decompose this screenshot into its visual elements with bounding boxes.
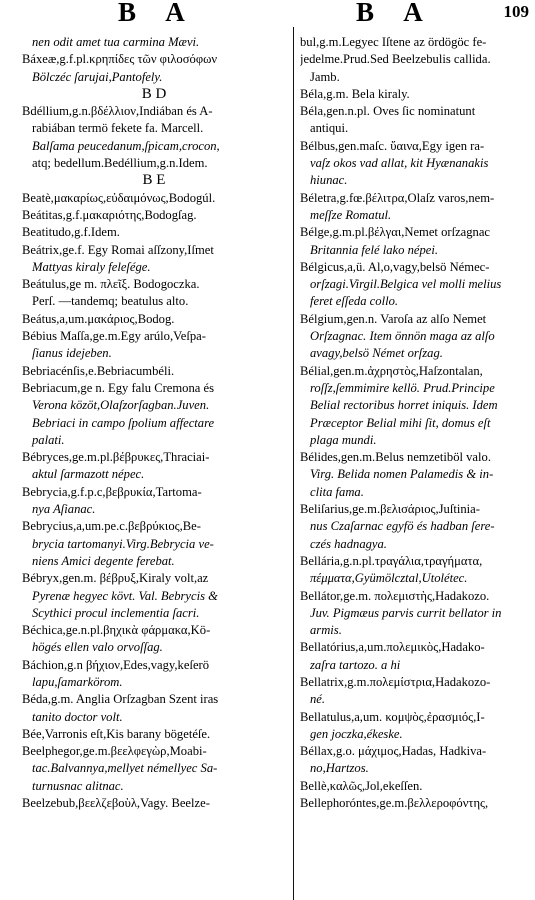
entry-line: bul,g.m.Legyec Iſtene az ördögöc fe- bbox=[300, 35, 487, 49]
entry-line: clita fama. bbox=[310, 484, 364, 499]
entry-line: Bebriacénſis,e.Bebriacumbéli. bbox=[22, 363, 175, 378]
entry-line: Bébryces,ge.m.pl.βέβρυκες,Thraciai- bbox=[22, 450, 210, 465]
entry-line: πέμματα,Gyümölcztal,Utolétec. bbox=[310, 571, 468, 586]
entry-line: hiunac. bbox=[310, 173, 348, 188]
entry-line: Bebriaci in campo ſpolium affectare bbox=[32, 415, 215, 430]
entry-line: Bélgium,gen.n. Varoſa az alſo Nemet bbox=[300, 311, 487, 326]
entry-line: Scythici procul inclementia ſacri. bbox=[32, 605, 200, 620]
entry-line: Béchica,ge.n.pl.βηχικὰ φάρμακα,Kö- bbox=[22, 623, 211, 638]
entry-line: Bellè,καλῶς,Jol,ekeſſen. bbox=[300, 778, 423, 793]
entry-line: Virg. Belida nomen Palamedis & in- bbox=[310, 467, 494, 482]
entry-line: plaga mundi. bbox=[310, 432, 377, 447]
entry-line: Perſ. —tandemq; beatulus alto. bbox=[32, 294, 189, 309]
entry-line: Bellatulus,a,um. κομψὸς,ἐρασμιός,I- bbox=[300, 709, 485, 724]
entry-line: Bébryx,gen.m. βέβρυξ,Kiraly volt,az bbox=[22, 571, 209, 586]
entry-line: Beátitas,g.f.μακαριότης,Bodogſag. bbox=[22, 207, 197, 222]
entry-line: Bölczéc ſarujai,Pantofely. bbox=[32, 69, 163, 84]
entry-line: antiqui. bbox=[310, 121, 349, 136]
entry-line: roſſz,ſemmimire kellö. Prud.Principe bbox=[310, 380, 495, 395]
entry-line: Belial rectoribus horret iniquis. Idem bbox=[310, 398, 498, 413]
entry-line: Bellatrix,g.m.πολεμίστρια,Hadakozo- bbox=[300, 674, 491, 689]
entry-line: Béda,g.m. Anglia Orſzagban Szent iras bbox=[22, 692, 219, 707]
entry-line: avagy,belsö Német orſzag. bbox=[310, 346, 443, 361]
entry-line: Bélgicus,a,ü. Al,o,vagy,belsö Némec- bbox=[300, 259, 490, 274]
entry-line: Beelphegor,ge.m.βεελφεγὼρ,Moabi- bbox=[22, 744, 207, 759]
entry-line: meſſze Romatul. bbox=[310, 207, 392, 222]
right-column bbox=[300, 34, 532, 812]
running-head-right: B A bbox=[356, 0, 435, 27]
entry-line: feret eſſeda collo. bbox=[310, 294, 399, 309]
entry-line: Bellária,g.n.pl.τραγάλια,τραγήματα, bbox=[300, 553, 483, 568]
entry-line: Bélbus,gen.maſc. ὕαινα,Egy igen ra- bbox=[300, 138, 485, 153]
entry-line: no,Hartzos. bbox=[310, 761, 369, 776]
entry-line: Beátulus,ge m. πλεῖξ. Bodogoczka. bbox=[22, 277, 200, 292]
entry-line: Beelzebub,βεελζεβοὺλ,Vagy. Beelze- bbox=[22, 796, 210, 811]
entry-line: Báchion,g.n βήχιον,Edes,vagy,keſerö bbox=[22, 657, 210, 672]
section-heading: B E bbox=[142, 172, 166, 189]
entry-line: brycia tartomanyi.Virg.Bebrycia ve- bbox=[32, 536, 214, 551]
entry-line: Bdéllium,g.n.βδέλλιον,Indiában és A- bbox=[22, 104, 213, 119]
column-divider bbox=[293, 27, 294, 900]
entry-line: Béletra,g.fœ.βέλιτρα,Olaſz varos,nem- bbox=[300, 190, 495, 205]
entry-line: tac.Balvannya,mellyet némellyec Sa- bbox=[32, 761, 218, 776]
entry-line: aktul ſarmazott népec. bbox=[32, 467, 145, 482]
entry-line: Bellephoróntes,ge.m.βελλεροφόντης, bbox=[300, 796, 489, 811]
entry-line: Bée,Varronis eſt,Kis barany bögetéſe. bbox=[22, 726, 211, 741]
entry-line: rabiában termö fekete fa. Marcell. bbox=[32, 121, 204, 136]
entry-line: atq; bedellum.Bedéllium,g.n.Idem. bbox=[32, 156, 208, 171]
entry-line: Pyrenæ hegyec kövt. Val. Bebrycis & bbox=[32, 588, 218, 603]
entry-line: Beátus,a,um.μακάριος,Bodog. bbox=[22, 311, 175, 326]
entry-line: Bebrycia,g.f.p.c,βεβρυκία,Tartoma- bbox=[22, 484, 202, 499]
running-head-left: B A bbox=[118, 0, 197, 27]
entry-line: Verona közöt,Olaſzorſagban.Juven. bbox=[32, 398, 210, 413]
entry-line: Bébius Maſſa,ge.m.Egy arúlo,Veſpa- bbox=[22, 329, 206, 344]
entry-line: Bebriacum,ge n. Egy falu Cremona és bbox=[22, 380, 214, 395]
entry-line: Béllax,g.o. μάχιμος,Hadas, Hadkiva- bbox=[300, 744, 487, 759]
entry-line: tanito doctor volt. bbox=[32, 709, 123, 724]
entry-line: turnusnac alitnac. bbox=[32, 778, 124, 793]
entry-line: gen joczka,ékeske. bbox=[310, 726, 403, 741]
entry-line: palati. bbox=[32, 432, 65, 447]
entry-line: Beliſarius,ge.m.βελισάριος,Juſtinia- bbox=[300, 502, 480, 517]
entry-line: Báxeæ,g.f.pl.κρηπίδες τῶν φιλοσόφων bbox=[22, 52, 218, 67]
entry-line: Bellatórius,a,um.πολεμικὸς,Hadako- bbox=[300, 640, 485, 655]
entry-line: Bélial,gen.m.ἀχρηστὸς,Haſzontalan, bbox=[300, 363, 483, 378]
entry-line: ſianus idejeben. bbox=[32, 346, 112, 361]
entry-line: nya Aſianac. bbox=[32, 502, 96, 517]
entry-line: Jamb. bbox=[310, 69, 340, 84]
page-number: 109 bbox=[503, 2, 529, 21]
entry-line: Béla,gen.n.pl. Oves ſic nominatunt bbox=[300, 104, 476, 119]
entry-line: Bebrycius,a,um.pe.c.βεβρύκιος,Be- bbox=[22, 519, 201, 534]
entry-line: Bélides,gen.m.Belus nemzetiböl valo. bbox=[300, 450, 491, 465]
entry-line: nus Czaſarnac egyfö és hadban ſere- bbox=[310, 519, 495, 534]
entry-line: Juv. Pigmæus parvis currit bellator in bbox=[310, 605, 502, 620]
entry-line: Bélge,g.m.pl.βέλγαι,Nemet orſzagnac bbox=[300, 225, 491, 240]
entry-line: Britannia felé lako népei. bbox=[310, 242, 439, 257]
entry-line: czés hadnagya. bbox=[310, 536, 387, 551]
section-heading: B D bbox=[141, 85, 167, 102]
entry-line: zaſra tartozo. a hi bbox=[310, 657, 401, 672]
entry-line: Orſzagnac. Item önnön maga az alſo bbox=[310, 329, 495, 344]
entry-line: vaſz okos vad allat, kit Hyænanakis bbox=[310, 156, 489, 171]
entry-line: Balſama peucedanum,ſpicam,crocon, bbox=[32, 138, 220, 153]
entry-line: nen odit amet tua carmina Mævi. bbox=[32, 35, 200, 49]
entry-line: armis. bbox=[310, 623, 342, 638]
left-column bbox=[22, 34, 286, 812]
entry-line: Beatitudo,g.f.Idem. bbox=[22, 225, 120, 240]
entry-line: niens Amici degente ferebat. bbox=[32, 553, 175, 568]
entry-line: Béla,g.m. Bela kiraly. bbox=[300, 86, 410, 101]
entry-line: lapu,ſamarkörom. bbox=[32, 674, 123, 689]
entry-line: Beatè,μακαρίως,εὐδαιμόνως,Bodogúl. bbox=[22, 190, 216, 205]
entry-line: Bellátor,ge.m. πολεμιστὴς,Hadakozo. bbox=[300, 588, 490, 603]
entry-line: Præceptor Belial mihi ſit, domus eſt bbox=[310, 415, 491, 430]
entry-line: né. bbox=[310, 692, 326, 707]
entry-line: högés ellen valo orvoſſag. bbox=[32, 640, 163, 655]
entry-line: Beátrix,ge.f. Egy Romai aſſzony,Iſmet bbox=[22, 242, 214, 257]
entry-line: Mattyas kiraly feleſége. bbox=[32, 259, 151, 274]
entry-line: jedelme.Prud.Sed Beelzebulis callida. bbox=[300, 52, 491, 67]
entry-line: orſzagi.Virgil.Belgica vel molli melius bbox=[310, 277, 502, 292]
